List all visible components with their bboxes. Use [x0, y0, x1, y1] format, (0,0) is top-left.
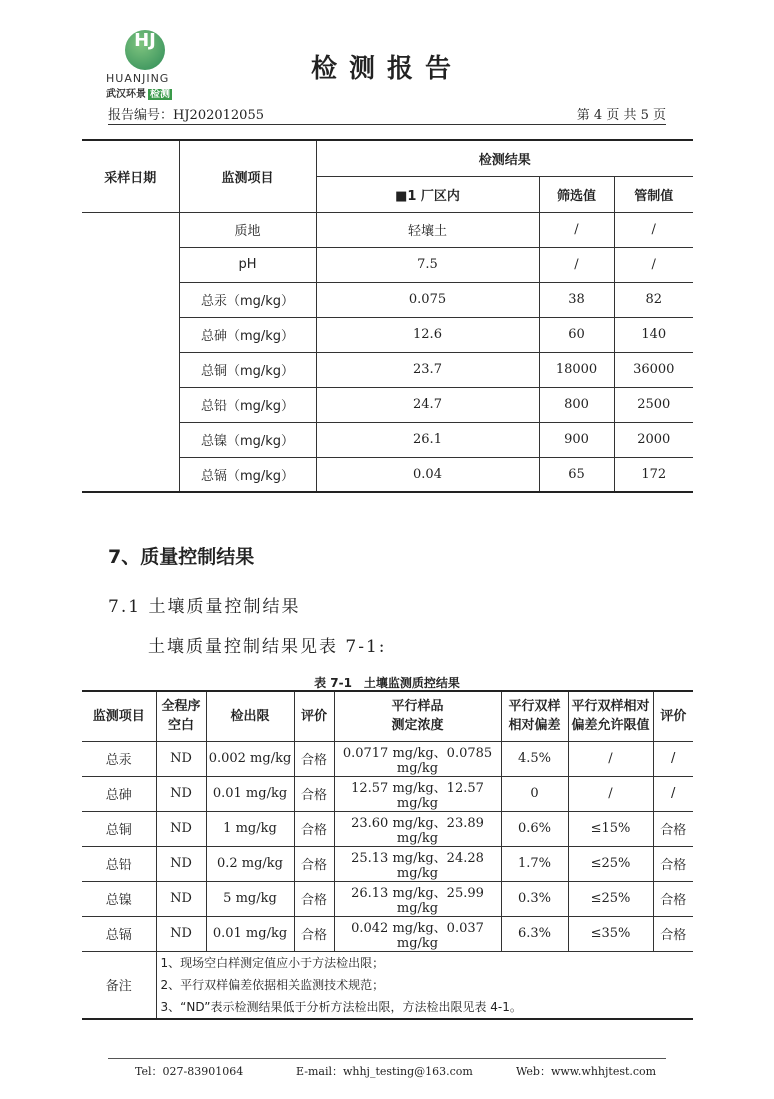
col-rel-dev: 平行双样 相对偏差	[501, 691, 568, 741]
cell-rel: 0.6%	[501, 811, 568, 846]
cell-control: /	[614, 212, 693, 247]
cell-item: 总镉（mg/kg）	[179, 457, 316, 492]
cell-site: 0.04	[316, 457, 539, 492]
cell-blank: ND	[156, 881, 206, 916]
cell-control: 36000	[614, 352, 693, 387]
cell-eval: 合格	[294, 741, 334, 776]
cell-item: 总铅	[82, 846, 156, 881]
cell-item: 总铜（mg/kg）	[179, 352, 316, 387]
col-sampling-date: 采样日期	[82, 140, 179, 212]
cell-eval2: 合格	[653, 916, 693, 951]
cell-screen: 38	[539, 282, 614, 317]
report-title: 检测报告	[310, 54, 463, 84]
cell-blank: ND	[156, 741, 206, 776]
cell-item: 总镍（mg/kg）	[179, 422, 316, 457]
logo-text-cn: 武汉环景 检测	[106, 89, 170, 100]
cell-site: 7.5	[316, 247, 539, 282]
cell-item: pH	[179, 247, 316, 282]
subsection-heading: 7.1 土壤质量控制结果	[108, 597, 301, 617]
cell-eval: 合格	[294, 881, 334, 916]
note-item: 3、“ND”表示检测结果低于分析方法检出限，方法检出限见表 4-1。	[160, 999, 522, 1014]
footer-divider	[108, 1058, 666, 1059]
cell-site: 24.7	[316, 387, 539, 422]
notes-content	[156, 951, 693, 1019]
cell-item: 总汞	[82, 741, 156, 776]
cell-eval2: 合格	[653, 881, 693, 916]
cell-allow: ≤15%	[568, 811, 653, 846]
cell-rel: 0.3%	[501, 881, 568, 916]
cell-allow: /	[568, 776, 653, 811]
cell-item: 质地	[179, 212, 316, 247]
cell-control: /	[614, 247, 693, 282]
cell-site: 12.6	[316, 317, 539, 352]
qc-table	[82, 690, 693, 1020]
notes-label: 备注	[82, 951, 156, 1019]
cell-eval2: 合格	[653, 811, 693, 846]
cell-blank: ND	[156, 916, 206, 951]
cell-rel: 6.3%	[501, 916, 568, 951]
col-result-group: 检测结果	[316, 140, 693, 176]
notes-row	[82, 951, 693, 1019]
logo-text-en: HUANJING	[106, 72, 170, 85]
col-eval2: 评价	[653, 691, 693, 741]
cell-limit: 0.2 mg/kg	[206, 846, 294, 881]
footer-web: Web：www.whhjtest.com	[516, 1065, 657, 1078]
cell-screen: /	[539, 247, 614, 282]
footer-tel: Tel：027-83901064	[135, 1065, 244, 1078]
cell-site: 23.7	[316, 352, 539, 387]
cell-eval: 合格	[294, 916, 334, 951]
cell-limit: 1 mg/kg	[206, 811, 294, 846]
cell-site: 26.1	[316, 422, 539, 457]
cell-eval: 合格	[294, 811, 334, 846]
col-item: 监测项目	[82, 691, 156, 741]
cell-control: 2500	[614, 387, 693, 422]
cell-rel: 0	[501, 776, 568, 811]
cell-blank: ND	[156, 811, 206, 846]
cell-site: 0.075	[316, 282, 539, 317]
cell-allow: ≤25%	[568, 881, 653, 916]
cell-rel: 1.7%	[501, 846, 568, 881]
table-row	[82, 741, 693, 776]
cell-allow: ≤35%	[568, 916, 653, 951]
cell-item: 总镍	[82, 881, 156, 916]
cell-eval2: /	[653, 741, 693, 776]
table-row	[82, 881, 693, 916]
page-number: 第 4 页 共 5 页	[576, 108, 666, 123]
section-paragraph: 土壤质量控制结果见表 7-1:	[148, 637, 387, 657]
cell-rel: 4.5%	[501, 741, 568, 776]
cell-limit: 5 mg/kg	[206, 881, 294, 916]
cell-blank: ND	[156, 846, 206, 881]
cell-eval: 合格	[294, 846, 334, 881]
cell-control: 2000	[614, 422, 693, 457]
cell-eval: 合格	[294, 776, 334, 811]
footer-email: E-mail：whhj_testing@163.com	[296, 1065, 473, 1078]
report-number: 报告编号：HJ202012055	[108, 108, 264, 123]
cell-item: 总铅（mg/kg）	[179, 387, 316, 422]
cell-item: 总铜	[82, 811, 156, 846]
cell-item: 总镉	[82, 916, 156, 951]
cell-item: 总砷（mg/kg）	[179, 317, 316, 352]
results-table	[82, 139, 693, 493]
cell-screen: 900	[539, 422, 614, 457]
cell-screen: /	[539, 212, 614, 247]
cell-control: 140	[614, 317, 693, 352]
cell-eval2: 合格	[653, 846, 693, 881]
cell-parallel: 0.042 mg/kg、0.037 mg/kg	[334, 916, 501, 951]
col-allow: 平行双样相对 偏差允许限值	[568, 691, 653, 741]
cell-item: 总砷	[82, 776, 156, 811]
logo-mark-icon: HJ	[125, 30, 165, 70]
cell-screen: 60	[539, 317, 614, 352]
cell-parallel: 0.0717 mg/kg、0.0785 mg/kg	[334, 741, 501, 776]
cell-parallel: 25.13 mg/kg、24.28 mg/kg	[334, 846, 501, 881]
note-item: 2、平行双样偏差依据相关监测技术规范；	[160, 977, 385, 992]
col-eval: 评价	[294, 691, 334, 741]
cell-allow: ≤25%	[568, 846, 653, 881]
cell-control: 82	[614, 282, 693, 317]
table-row	[82, 916, 693, 951]
section-heading: 7、质量控制结果	[108, 546, 255, 568]
note-item: 1、现场空白样测定值应小于方法检出限；	[160, 955, 385, 970]
cell-limit: 0.01 mg/kg	[206, 916, 294, 951]
col-parallel: 平行样品 测定浓度	[334, 691, 501, 741]
table-caption: 表 7-1 土壤监测质控结果	[314, 676, 460, 690]
cell-parallel: 12.57 mg/kg、12.57 mg/kg	[334, 776, 501, 811]
cell-parallel: 23.60 mg/kg、23.89 mg/kg	[334, 811, 501, 846]
col-control-value: 管制值	[614, 176, 693, 212]
cell-item: 总汞（mg/kg）	[179, 282, 316, 317]
table-row	[82, 811, 693, 846]
cell-limit: 0.002 mg/kg	[206, 741, 294, 776]
table-row	[82, 212, 693, 247]
col-site: ■1 厂区内	[316, 176, 539, 212]
cell-screen: 65	[539, 457, 614, 492]
cell-eval2: /	[653, 776, 693, 811]
cell-control: 172	[614, 457, 693, 492]
col-blank: 全程序 空白	[156, 691, 206, 741]
table-row	[82, 846, 693, 881]
cell-site: 轻壤土	[316, 212, 539, 247]
cell-limit: 0.01 mg/kg	[206, 776, 294, 811]
cell-screen: 800	[539, 387, 614, 422]
col-limit: 检出限	[206, 691, 294, 741]
col-screen-value: 筛选值	[539, 176, 614, 212]
cell-allow: /	[568, 741, 653, 776]
sampling-date-cell	[82, 212, 179, 492]
header-divider	[108, 124, 666, 125]
cell-blank: ND	[156, 776, 206, 811]
cell-parallel: 26.13 mg/kg、25.99 mg/kg	[334, 881, 501, 916]
col-monitor-item: 监测项目	[179, 140, 316, 212]
table-row	[82, 776, 693, 811]
cell-screen: 18000	[539, 352, 614, 387]
